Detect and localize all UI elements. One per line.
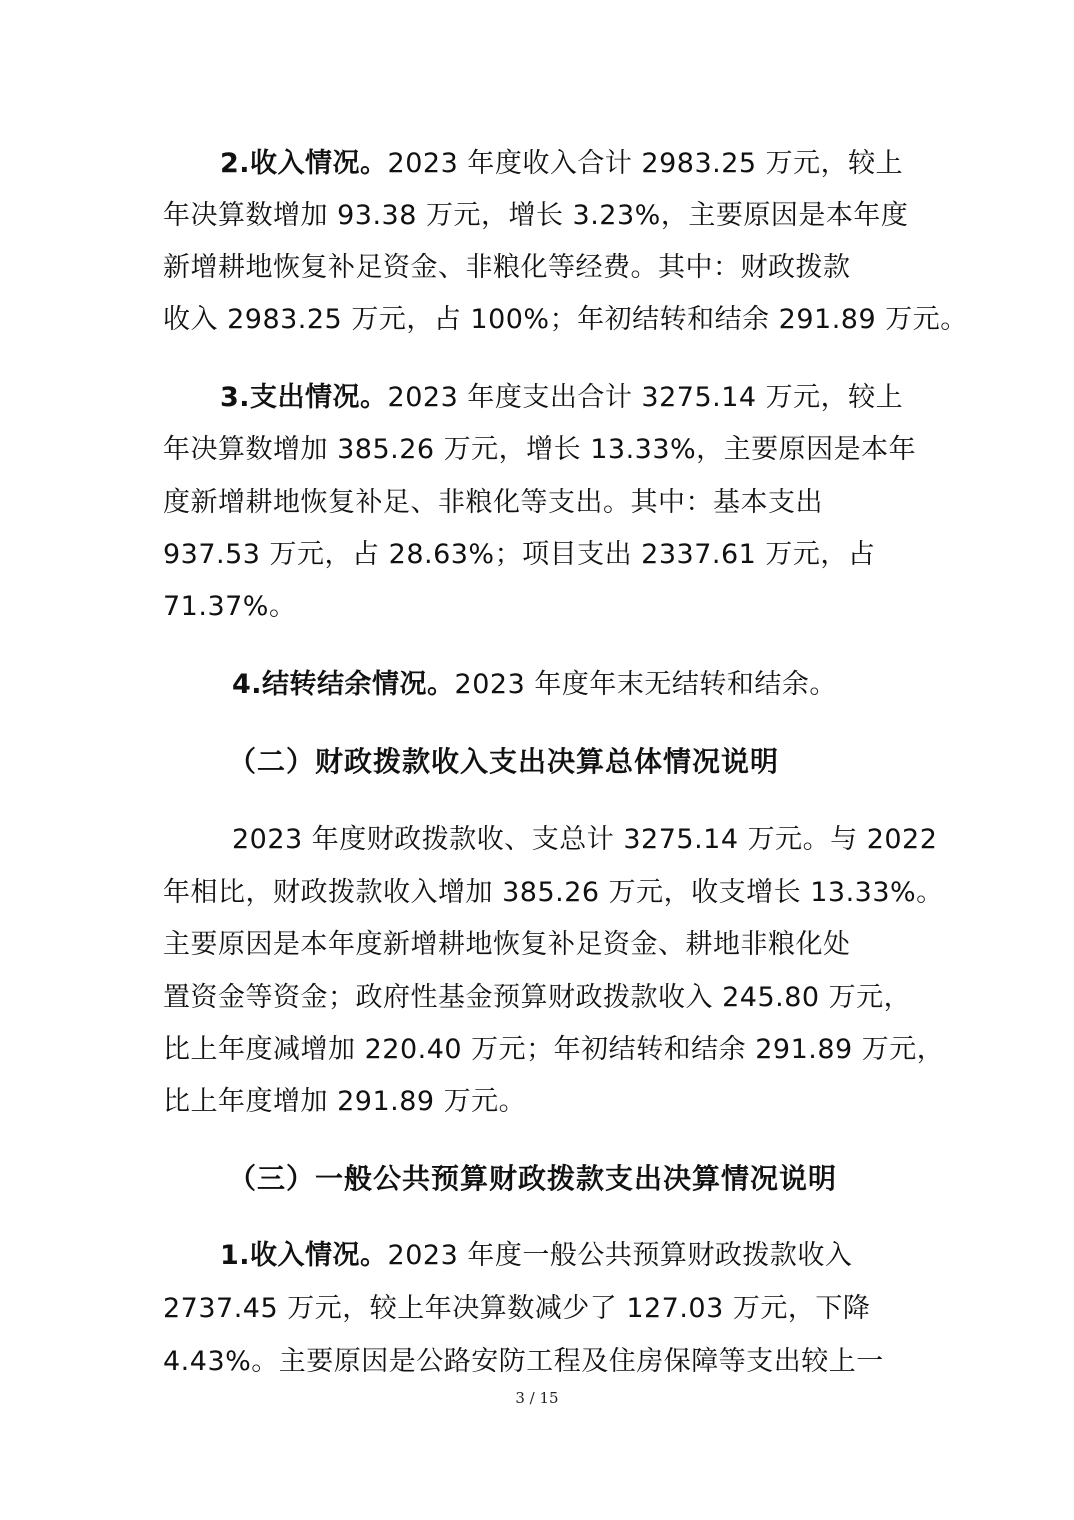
paragraph-line: 新增耕地恢复补足资金、非粮化等经费。其中：财政拨款	[163, 252, 851, 283]
paragraph-line	[220, 1238, 852, 1274]
paragraph-line: 置资金等资金；政府性基金预算财政拨款收入 245.80 万元，	[163, 982, 912, 1013]
paragraph-line: 主要原因是本年度新增耕地恢复补足资金、耕地非粮化处	[163, 929, 851, 960]
section-heading: （三）一般公共预算财政拨款支出决算情况说明	[228, 1162, 838, 1195]
paragraph-line	[220, 380, 903, 416]
paragraph-text: 2023 年度一般公共预算财政拨款收入	[387, 1240, 853, 1271]
paragraph-text: 2023 年度年末无结转和结余。	[454, 669, 837, 700]
paragraph-line: 年决算数增加 385.26 万元，增长 13.33%，主要原因是本年	[163, 434, 917, 465]
paragraph-line: 71.37%。	[163, 591, 297, 622]
paragraph-line	[232, 667, 837, 703]
paragraph-line: 937.53 万元，占 28.63%；项目支出 2337.61 万元，占	[163, 539, 876, 570]
section-lead: 1.收入情况。	[220, 1240, 388, 1271]
paragraph-line: 2737.45 万元，较上年决算数减少了 127.03 万元，下降	[163, 1293, 871, 1324]
paragraph-text: 2023 年度支出合计 3275.14 万元，较上	[387, 382, 904, 413]
section-heading: （二）财政拨款收入支出决算总体情况说明	[228, 745, 780, 778]
page-number: 3 / 15	[515, 1389, 559, 1407]
paragraph-text: 2023 年度收入合计 2983.25 万元，较上	[387, 148, 904, 179]
paragraph-line: 度新增耕地恢复补足、非粮化等支出。其中：基本支出	[163, 487, 823, 518]
paragraph-line	[220, 146, 903, 182]
section-lead: 3.支出情况。	[220, 382, 388, 413]
paragraph-line: 2023 年度财政拨款收、支总计 3275.14 万元。与 2022	[232, 824, 938, 855]
paragraph-line: 比上年度增加 291.89 万元。	[163, 1086, 527, 1117]
section-lead: 2.收入情况。	[220, 148, 388, 179]
section-lead: 4.结转结余情况。	[232, 669, 455, 700]
paragraph-line: 4.43%。主要原因是公路安防工程及住房保障等支出较上一	[163, 1346, 884, 1377]
paragraph-line: 收入 2983.25 万元，占 100%；年初结转和结余 291.89 万元。	[163, 304, 968, 335]
paragraph-line: 比上年度减增加 220.40 万元；年初结转和结余 291.89 万元，	[163, 1034, 945, 1065]
paragraph-line: 年相比，财政拨款收入增加 385.26 万元，收支增长 13.33%。	[163, 877, 944, 908]
paragraph-line: 年决算数增加 93.38 万元，增长 3.23%，主要原因是本年度	[163, 200, 909, 231]
